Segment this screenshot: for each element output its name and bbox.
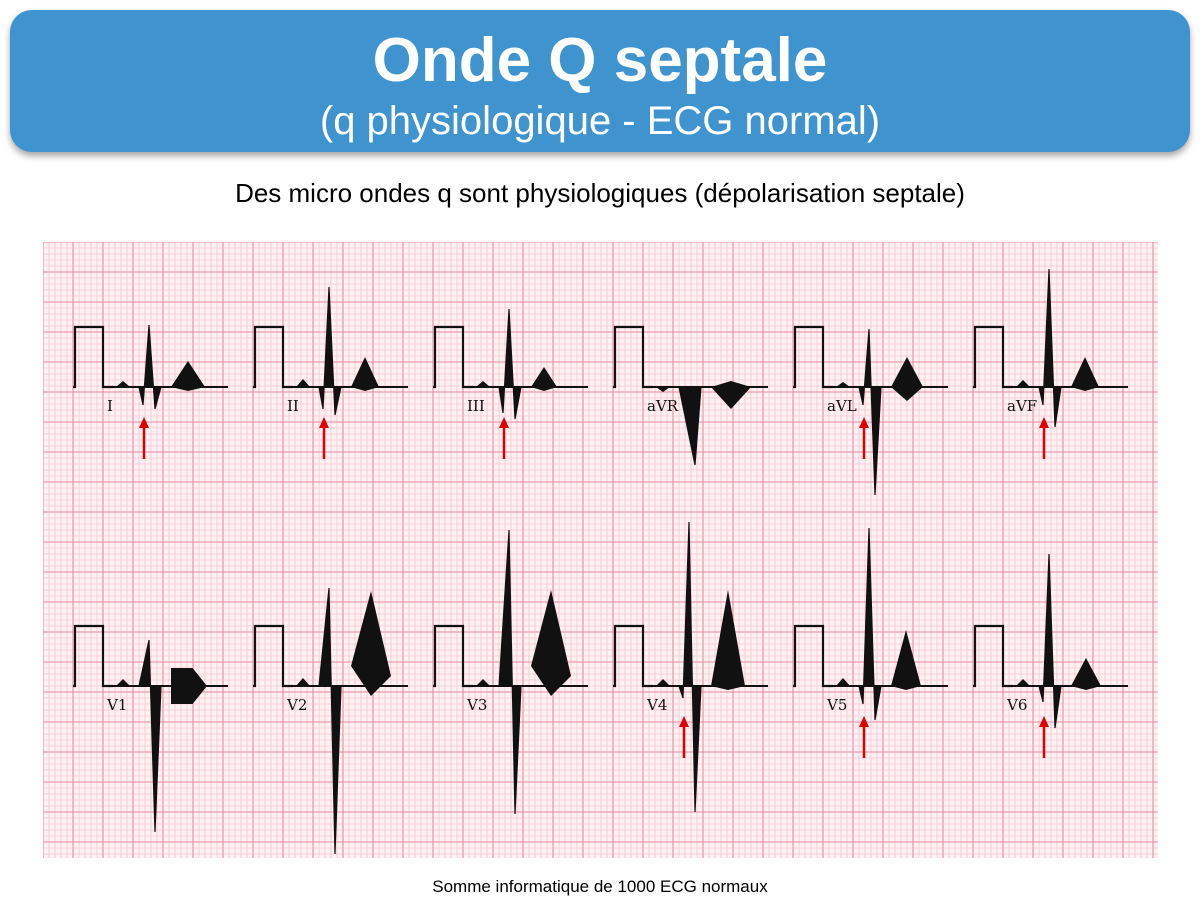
lead-label: I [107, 397, 113, 415]
lead-label: III [467, 397, 485, 415]
caption-text: Des micro ondes q sont physiologiques (dépolarisation septale) [235, 178, 965, 208]
ecg-strip [43, 242, 1158, 863]
lead-label: V3 [467, 696, 488, 714]
lead-label: V5 [827, 696, 848, 714]
lead-label: aVR [647, 397, 679, 415]
lead-label: V1 [107, 696, 128, 714]
page-title: Onde Q septale [372, 26, 828, 95]
lead-label: aVF [1007, 397, 1038, 415]
lead-label: V2 [287, 696, 308, 714]
lead-label: II [287, 397, 299, 415]
page-subtitle: (q physiologique - ECG normal) [319, 99, 881, 143]
source-note: Somme informatique de 1000 ECG normaux [432, 877, 768, 896]
lead-label: V4 [647, 696, 668, 714]
lead-label: aVL [827, 397, 857, 415]
lead-label: V6 [1007, 696, 1028, 714]
ecg-grid [43, 242, 1158, 858]
title-banner [10, 10, 1190, 152]
